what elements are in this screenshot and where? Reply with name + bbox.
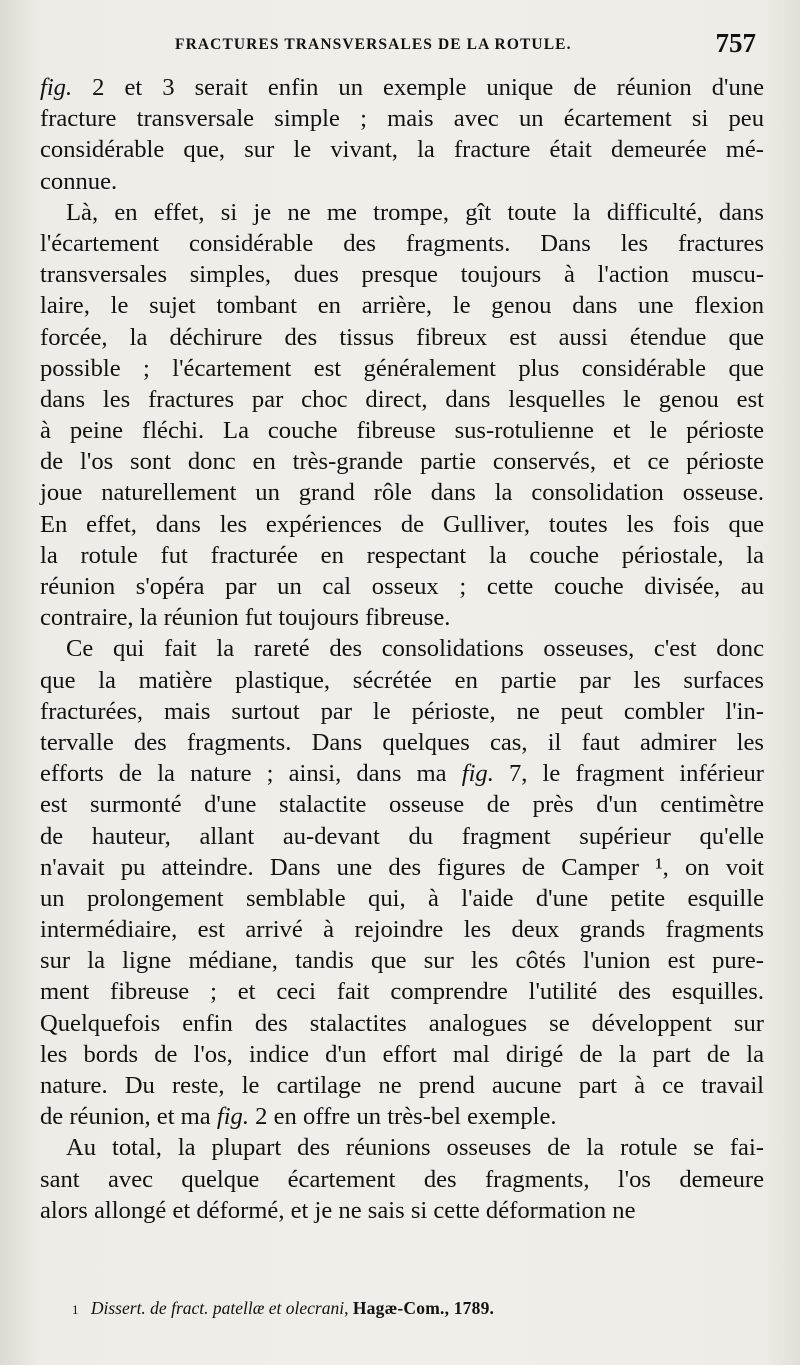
text-line: ment fibreuse ; et ceci fait comprendre l'utilité des esquilles. xyxy=(40,978,764,1006)
text-line: contraire, la réunion fut toujours fibreuse. xyxy=(40,604,451,632)
text-line: Quelquefois enfin des stalactites analogues se développent sur xyxy=(40,1009,764,1037)
text-line: transversales simples, dues presque toujours à l'action muscu- xyxy=(40,261,764,289)
text-line: de l'os sont donc en très-grande partie conservés, et ce périoste xyxy=(40,448,764,476)
footnote-title: Dissert. de fract. patellæ et olecrani, xyxy=(90,1298,349,1318)
text-line: la rotule fut fracturée en respectant la couche périostale, la xyxy=(40,541,764,569)
text-line: fracturées, mais surtout par le périoste, ne peut combler l'in- xyxy=(40,697,764,725)
text-line: tervalle des fragments. Dans quelques cas, il faut admirer les xyxy=(40,728,764,756)
paragraph xyxy=(40,72,764,197)
text-line: dans les fractures par choc direct, dans lesquelles le genou est xyxy=(40,385,764,413)
footnote-reference: Hagæ-Com., 1789. xyxy=(352,1298,495,1318)
text-line: sant avec quelque écartement des fragments, l'os demeure xyxy=(40,1165,764,1193)
footnote xyxy=(72,1298,772,1319)
text-line: Là, en effet, si je ne me trompe, gît toute la difficulté, dans xyxy=(66,198,764,226)
page-number: 757 xyxy=(715,28,756,58)
running-title: FRACTURES TRANSVERSALES DE LA ROTULE. xyxy=(175,36,572,53)
text-line: n'avait pu atteindre. Dans une des figures de Camper ¹, on voit xyxy=(40,853,764,881)
text-line: l'écartement considérable des fragments. Dans les fractures xyxy=(40,229,764,257)
paragraph xyxy=(40,633,764,1132)
paragraph xyxy=(40,197,764,634)
text-line: sur la ligne médiane, tandis que sur les côtés l'union est pure- xyxy=(40,947,764,975)
text-line: forcée, la déchirure des tissus fibreux est aussi étendue que xyxy=(40,323,764,351)
running-head xyxy=(40,28,756,64)
text-line: possible ; l'écartement est généralement plus considérable que xyxy=(40,354,764,382)
footnote-marker: 1 xyxy=(72,1302,79,1317)
text-line: joue naturellement un grand rôle dans la consolidation osseuse. xyxy=(40,479,764,507)
text-line: à peine fléchi. La couche fibreuse sus-rotulienne et le périoste xyxy=(40,417,764,445)
body-text xyxy=(40,72,764,1226)
text-line: En effet, dans les expériences de Gulliver, toutes les fois que xyxy=(40,510,764,538)
text-line: nature. Du reste, le cartilage ne prend aucune part à ce travail xyxy=(40,1072,764,1099)
text-line: que la matière plastique, sécrétée en partie par les surfaces xyxy=(40,666,764,694)
text-line: considérable que, sur le vivant, la fracture était demeurée mé- xyxy=(40,136,764,164)
paragraph xyxy=(40,1132,764,1226)
text-line: de réunion, et ma fig. 2 en offre un très-bel exemple. xyxy=(40,1103,557,1131)
text-line: alors allongé et déformé, et je ne sais si cette déformation ne xyxy=(40,1196,636,1224)
text-line: fig. 2 et 3 serait enfin un exemple unique de réunion d'une xyxy=(40,74,764,101)
text-line: laire, le sujet tombant en arrière, le genou dans une flexion xyxy=(40,292,764,320)
text-line: de hauteur, allant au-devant du fragment supérieur qu'elle xyxy=(40,822,764,850)
text-line: est surmonté d'une stalactite osseuse de près d'un centimètre xyxy=(40,791,764,819)
text-line: connue. xyxy=(40,167,118,195)
text-line: les bords de l'os, indice d'un effort mal dirigé de la part de la xyxy=(40,1040,764,1068)
text-line: réunion s'opéra par un cal osseux ; cette couche divisée, au xyxy=(40,573,764,600)
text-line: un prolongement semblable qui, à l'aide d'une petite esquille xyxy=(40,884,764,912)
text-line: Au total, la plupart des réunions osseuses de la rotule se fai- xyxy=(66,1134,764,1162)
text-line: efforts de la nature ; ainsi, dans ma fig. 7, le fragment inférieur xyxy=(40,760,764,788)
text-line: Ce qui fait la rareté des consolidations osseuses, c'est donc xyxy=(66,635,764,663)
text-line: fracture transversale simple ; mais avec un écartement si peu xyxy=(40,105,764,133)
text-line: intermédiaire, est arrivé à rejoindre les deux grands fragments xyxy=(40,916,764,944)
